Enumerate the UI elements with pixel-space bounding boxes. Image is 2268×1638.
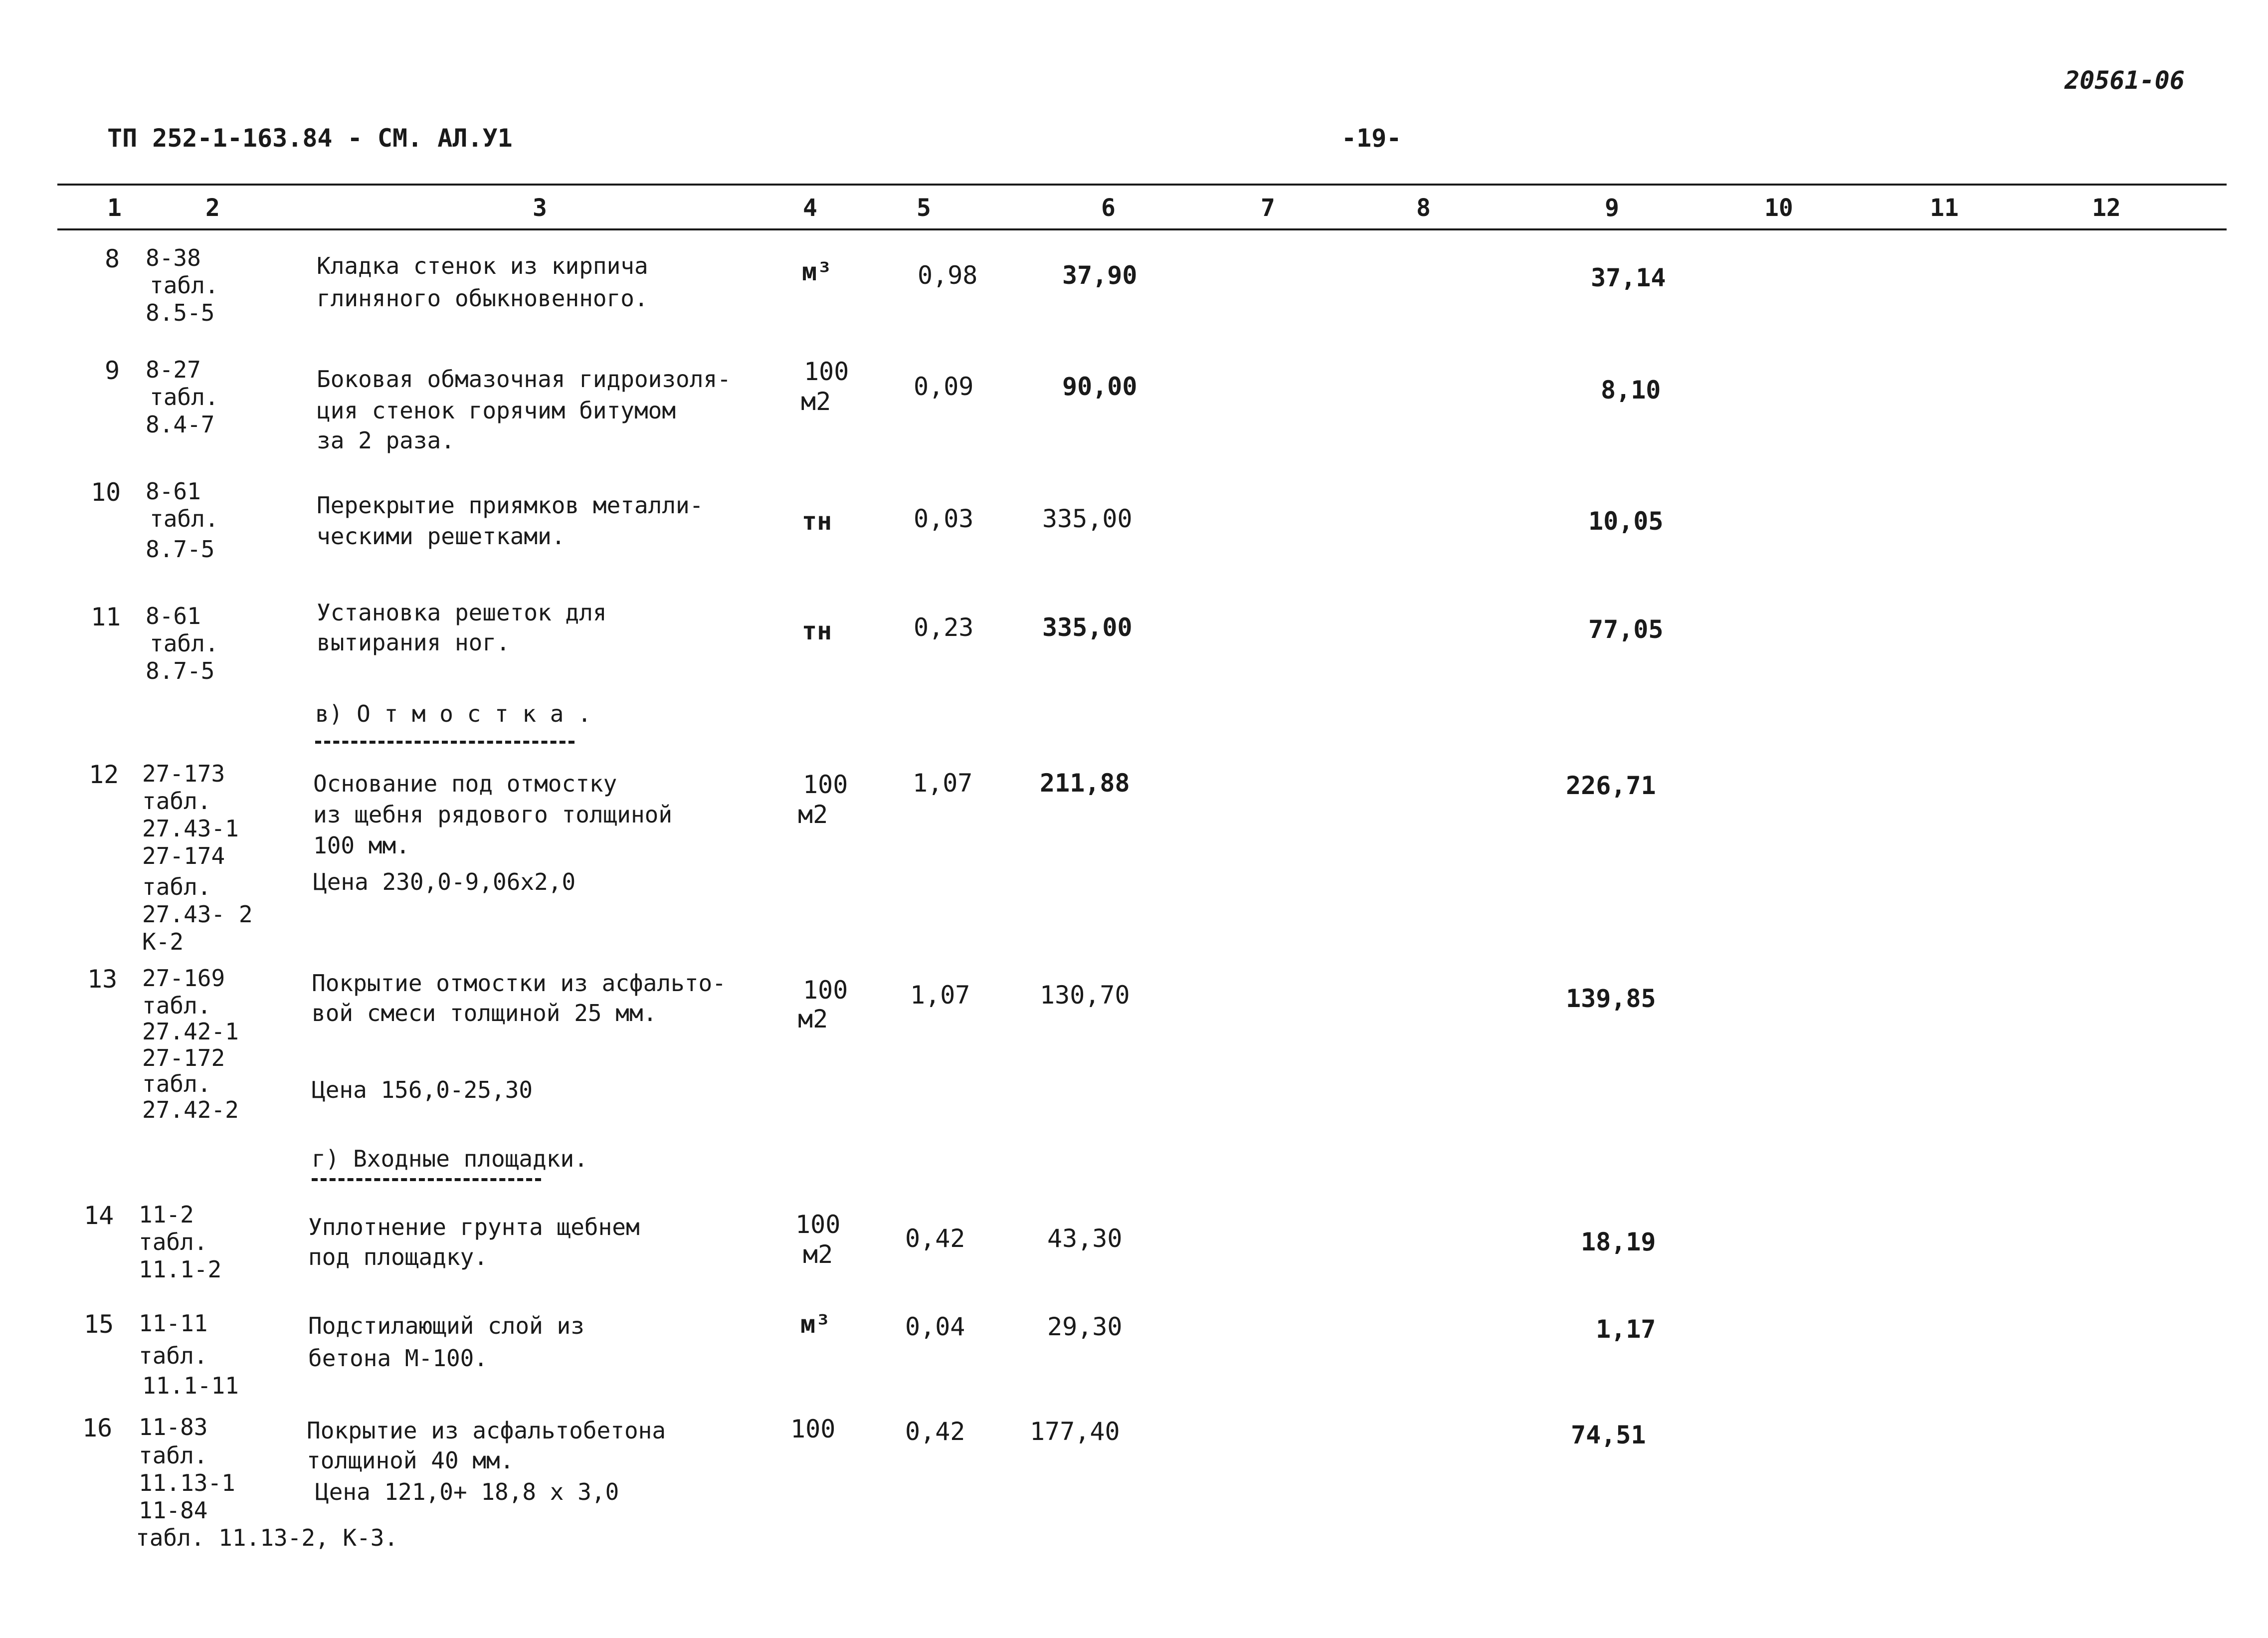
section-underline bbox=[312, 1178, 541, 1181]
description-line: Цена 156,0-25,30 bbox=[312, 1076, 533, 1103]
description-line: Кладка стенок из кирпича bbox=[317, 252, 648, 279]
code-line: 8.4-7 bbox=[146, 411, 215, 438]
unit-price: 130,70 bbox=[1040, 981, 1130, 1010]
section-underline bbox=[315, 741, 574, 744]
quantity: 0,98 bbox=[918, 261, 978, 290]
total-cost: 37,14 bbox=[1591, 263, 1666, 292]
description-line: вытирания ног. bbox=[317, 629, 510, 656]
row-number: 8 bbox=[105, 244, 120, 273]
code-line: 11-84 bbox=[139, 1497, 208, 1524]
description-line: Перекрытие приямков металли- bbox=[317, 492, 704, 519]
total-cost: 1,17 bbox=[1596, 1315, 1656, 1344]
row-number: 11 bbox=[91, 603, 121, 631]
unit: 100 bbox=[790, 1415, 836, 1443]
unit-price: 335,00 bbox=[1042, 613, 1133, 642]
unit: 100 bbox=[804, 357, 849, 386]
description-line: Основание под отмостку bbox=[313, 770, 617, 797]
description-line: Подстилающий слой из bbox=[308, 1312, 584, 1339]
quantity: 0,03 bbox=[914, 504, 974, 533]
quantity: 0,23 bbox=[914, 613, 974, 642]
page-number: -19- bbox=[1341, 124, 1402, 153]
code-line: табл. bbox=[139, 1228, 208, 1255]
code-line: табл. bbox=[142, 1070, 211, 1097]
description-line: вой смеси толщиной 25 мм. bbox=[312, 1000, 657, 1026]
code-line: табл. bbox=[142, 788, 211, 815]
code-line: 11.13-1 bbox=[139, 1469, 235, 1496]
section-heading: г) Входные площадки. bbox=[312, 1145, 588, 1172]
total-cost: 8,10 bbox=[1601, 376, 1661, 405]
code-line: 11.1-11 bbox=[142, 1372, 239, 1399]
quantity: 0,42 bbox=[905, 1417, 965, 1446]
description-line: Покрытие отмостки из асфальто- bbox=[312, 970, 726, 997]
quantity: 0,42 bbox=[905, 1224, 965, 1253]
unit: м³ bbox=[800, 1310, 831, 1339]
total-cost: 10,05 bbox=[1588, 507, 1664, 536]
row-number: 14 bbox=[84, 1201, 114, 1230]
unit-price: 335,00 bbox=[1042, 504, 1133, 533]
code-line: 8-38 bbox=[146, 244, 201, 271]
code-line: 11-2 bbox=[139, 1201, 194, 1228]
total-cost: 18,19 bbox=[1581, 1228, 1656, 1256]
unit: м2 bbox=[798, 800, 828, 829]
description-line: Покрытие из асфальтобетона bbox=[307, 1417, 666, 1444]
code-line: 8.7-5 bbox=[146, 536, 215, 563]
code-line: табл. bbox=[139, 1442, 208, 1469]
description-line: ческими решетками. bbox=[317, 523, 566, 550]
row-number: 16 bbox=[82, 1414, 113, 1442]
description-line: глиняного обыкновенного. bbox=[317, 285, 648, 312]
quantity: 0,04 bbox=[905, 1312, 965, 1341]
row-number: 15 bbox=[84, 1310, 114, 1339]
description-line: Цена 121,0+ 18,8 х 3,0 bbox=[315, 1478, 619, 1505]
row-number: 9 bbox=[105, 356, 120, 385]
column-header: 1 bbox=[107, 194, 122, 222]
column-header: 10 bbox=[1764, 194, 1793, 222]
description-line: под площадку. bbox=[308, 1243, 488, 1270]
row-number: 10 bbox=[91, 478, 121, 507]
quantity: 0,09 bbox=[914, 372, 974, 401]
code-line: табл. bbox=[150, 630, 219, 657]
code-line: 27.42-1 bbox=[142, 1018, 239, 1045]
description-line: толщиной 40 мм. bbox=[307, 1447, 514, 1474]
unit-price: 177,40 bbox=[1030, 1417, 1120, 1446]
code-line: табл. bbox=[142, 873, 211, 900]
description-line: 100 мм. bbox=[313, 832, 410, 859]
description-line: ция стенок горячим битумом bbox=[317, 397, 676, 424]
header-rule-bottom bbox=[57, 228, 2227, 230]
code-line: 27.43-1 bbox=[142, 815, 239, 842]
description-line: бетона М-100. bbox=[308, 1345, 488, 1372]
row-number: 13 bbox=[87, 965, 118, 994]
quantity: 1,07 bbox=[913, 769, 973, 798]
code-line: 27.43- 2 bbox=[142, 901, 253, 928]
archive-stamp: 20561-06 bbox=[2065, 66, 2185, 95]
code-line: табл. bbox=[150, 384, 219, 410]
section-heading: в) О т м о с т к а . bbox=[315, 700, 591, 727]
unit: 100 bbox=[795, 1210, 841, 1239]
code-line: 11-83 bbox=[139, 1414, 208, 1440]
code-line: 8.5-5 bbox=[146, 299, 215, 326]
unit: м2 bbox=[803, 1240, 833, 1269]
code-line: табл. bbox=[139, 1342, 208, 1369]
code-line: 8-61 bbox=[146, 603, 201, 629]
code-line: 11-11 bbox=[139, 1310, 208, 1337]
unit-price: 43,30 bbox=[1047, 1224, 1123, 1253]
unit: тн bbox=[802, 507, 832, 536]
column-header: 8 bbox=[1416, 194, 1431, 222]
code-line: 8-27 bbox=[146, 356, 201, 383]
column-header: 3 bbox=[533, 194, 547, 222]
code-line: табл. bbox=[150, 272, 219, 299]
quantity: 1,07 bbox=[910, 981, 970, 1010]
row-number: 12 bbox=[89, 760, 119, 789]
unit-price: 90,00 bbox=[1062, 372, 1137, 401]
header-rule-top bbox=[57, 184, 2227, 186]
code-line: 27-169 bbox=[142, 965, 225, 992]
code-line: табл. 11.13-2, К-3. bbox=[136, 1524, 398, 1551]
description-line: Уплотнение грунта щебнем bbox=[308, 1214, 640, 1240]
total-cost: 77,05 bbox=[1588, 615, 1664, 644]
column-header: 5 bbox=[917, 194, 931, 222]
description-line: Боковая обмазочная гидроизоля- bbox=[317, 366, 731, 393]
description-line: Цена 230,0-9,06х2,0 bbox=[313, 868, 576, 895]
description-line: за 2 раза. bbox=[317, 427, 455, 454]
code-line: 27.42-2 bbox=[142, 1096, 239, 1123]
code-line: 8.7-5 bbox=[146, 657, 215, 684]
code-line: 11.1-2 bbox=[139, 1256, 222, 1283]
code-line: 27-174 bbox=[142, 842, 225, 869]
code-line: 27-173 bbox=[142, 760, 225, 787]
code-line: 27-172 bbox=[142, 1044, 225, 1071]
unit: м2 bbox=[801, 387, 831, 416]
column-header: 4 bbox=[803, 194, 817, 222]
total-cost: 139,85 bbox=[1566, 984, 1656, 1013]
unit: м³ bbox=[802, 257, 832, 286]
code-line: К-2 bbox=[142, 928, 184, 955]
description-line: Установка решеток для bbox=[317, 599, 607, 626]
column-header: 12 bbox=[2092, 194, 2121, 222]
unit: 100 bbox=[803, 976, 848, 1005]
unit: 100 bbox=[803, 770, 848, 799]
unit-price: 37,90 bbox=[1062, 261, 1137, 290]
column-header: 9 bbox=[1605, 194, 1619, 222]
unit: тн bbox=[802, 616, 832, 645]
code-line: табл. bbox=[142, 992, 211, 1019]
total-cost: 74,51 bbox=[1571, 1421, 1646, 1449]
total-cost: 226,71 bbox=[1566, 771, 1656, 800]
code-line: табл. bbox=[150, 505, 219, 532]
column-header: 6 bbox=[1101, 194, 1116, 222]
description-line: из щебня рядового толщиной bbox=[313, 801, 673, 828]
code-line: 8-61 bbox=[146, 478, 201, 505]
column-header: 7 bbox=[1261, 194, 1275, 222]
column-header: 11 bbox=[1930, 194, 1959, 222]
unit: м2 bbox=[798, 1005, 828, 1033]
column-header: 2 bbox=[205, 194, 220, 222]
unit-price: 211,88 bbox=[1040, 769, 1130, 798]
document-code: ТП 252-1-163.84 - СМ. АЛ.У1 bbox=[107, 124, 513, 153]
unit-price: 29,30 bbox=[1047, 1312, 1123, 1341]
